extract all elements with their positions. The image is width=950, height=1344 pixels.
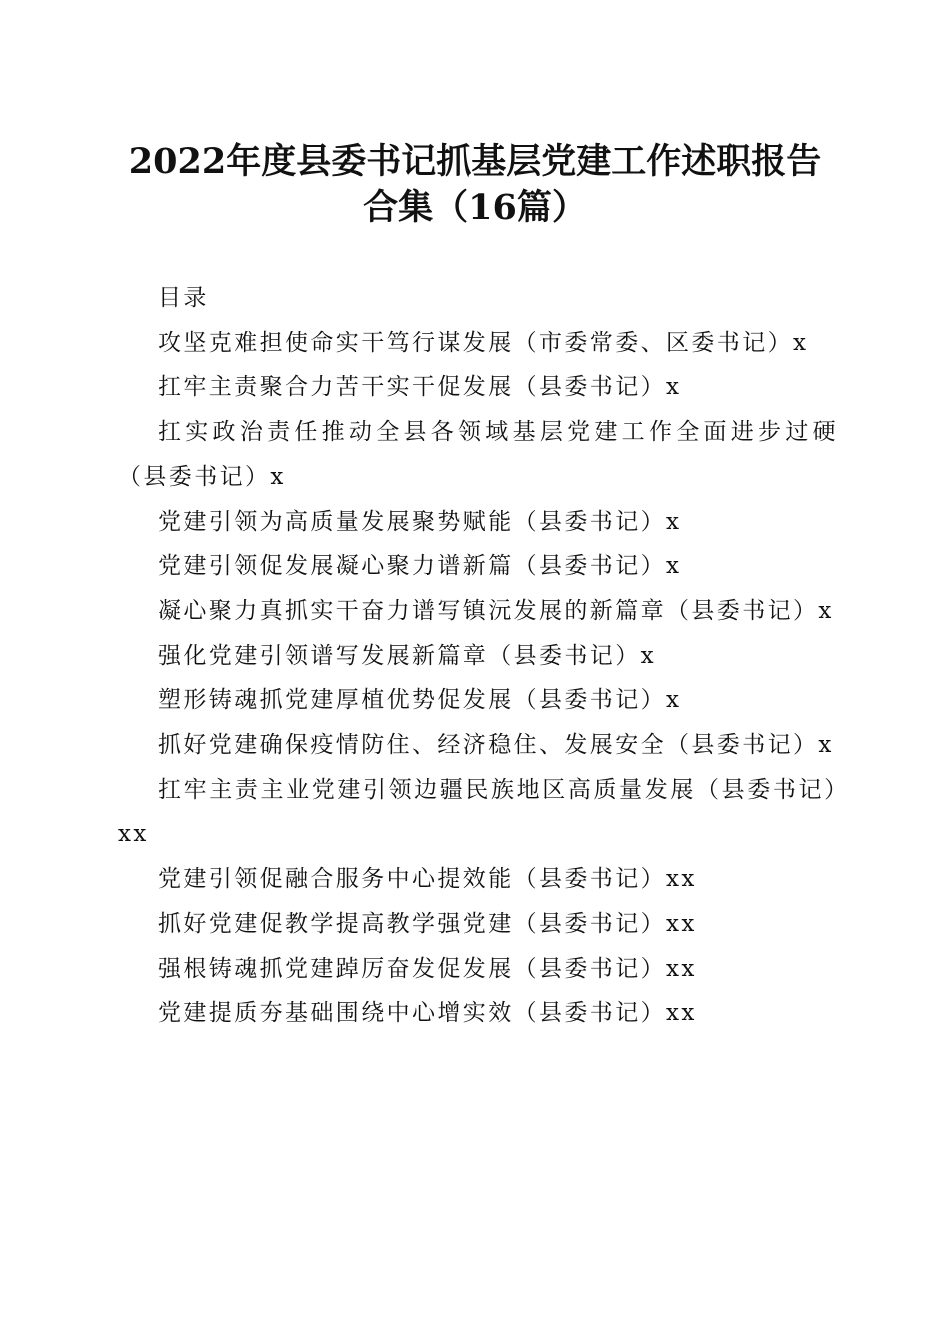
toc-item: 凝心聚力真抓实干奋力谱写镇沅发展的新篇章（县委书记）x [158,597,834,624]
toc-item: 强化党建引领谱写发展新篇章（县委书记）x [158,642,656,669]
toc-item: 塑形铸魂抓党建厚植优势促发展（县委书记）x [158,687,682,714]
toc-item: 强根铸魂抓党建踔厉奋发促发展（县委书记）xx [158,955,697,982]
toc-item: 攻坚克难担使命实干笃行谋发展（市委常委、区委书记）x [158,329,809,356]
toc-heading: 目录 [158,285,209,311]
toc-item: 扛牢主责主业党建引领边疆民族地区高质量发展（县委书记）xx [118,776,838,848]
toc-item: 扛牢主责聚合力苦干实干促发展（县委书记）x [158,374,682,401]
toc-item: 抓好党建促教学提高教学强党建（县委书记）xx [158,910,697,937]
toc-item: 扛实政治责任推动全县各领域基层党建工作全面进步过硬（县委书记）x [118,419,838,490]
toc-item: 党建引领为高质量发展聚势赋能（县委书记）x [158,508,682,535]
toc-item: 党建引领促发展凝心聚力谱新篇（县委书记）x [158,553,682,580]
toc-item: 抓好党建确保疫情防住、经济稳住、发展安全（县委书记）x [158,732,834,759]
document-title-line2: 合集（16篇） [363,187,587,228]
document-title-line1: 2022年度县委书记抓基层党建工作述职报告 [128,141,822,182]
toc-item: 党建引领促融合服务中心提效能（县委书记）xx [158,866,697,893]
toc-item: 党建提质夯基础围绕中心增实效（县委书记）xx [158,1000,697,1027]
table-of-contents [118,276,838,1036]
